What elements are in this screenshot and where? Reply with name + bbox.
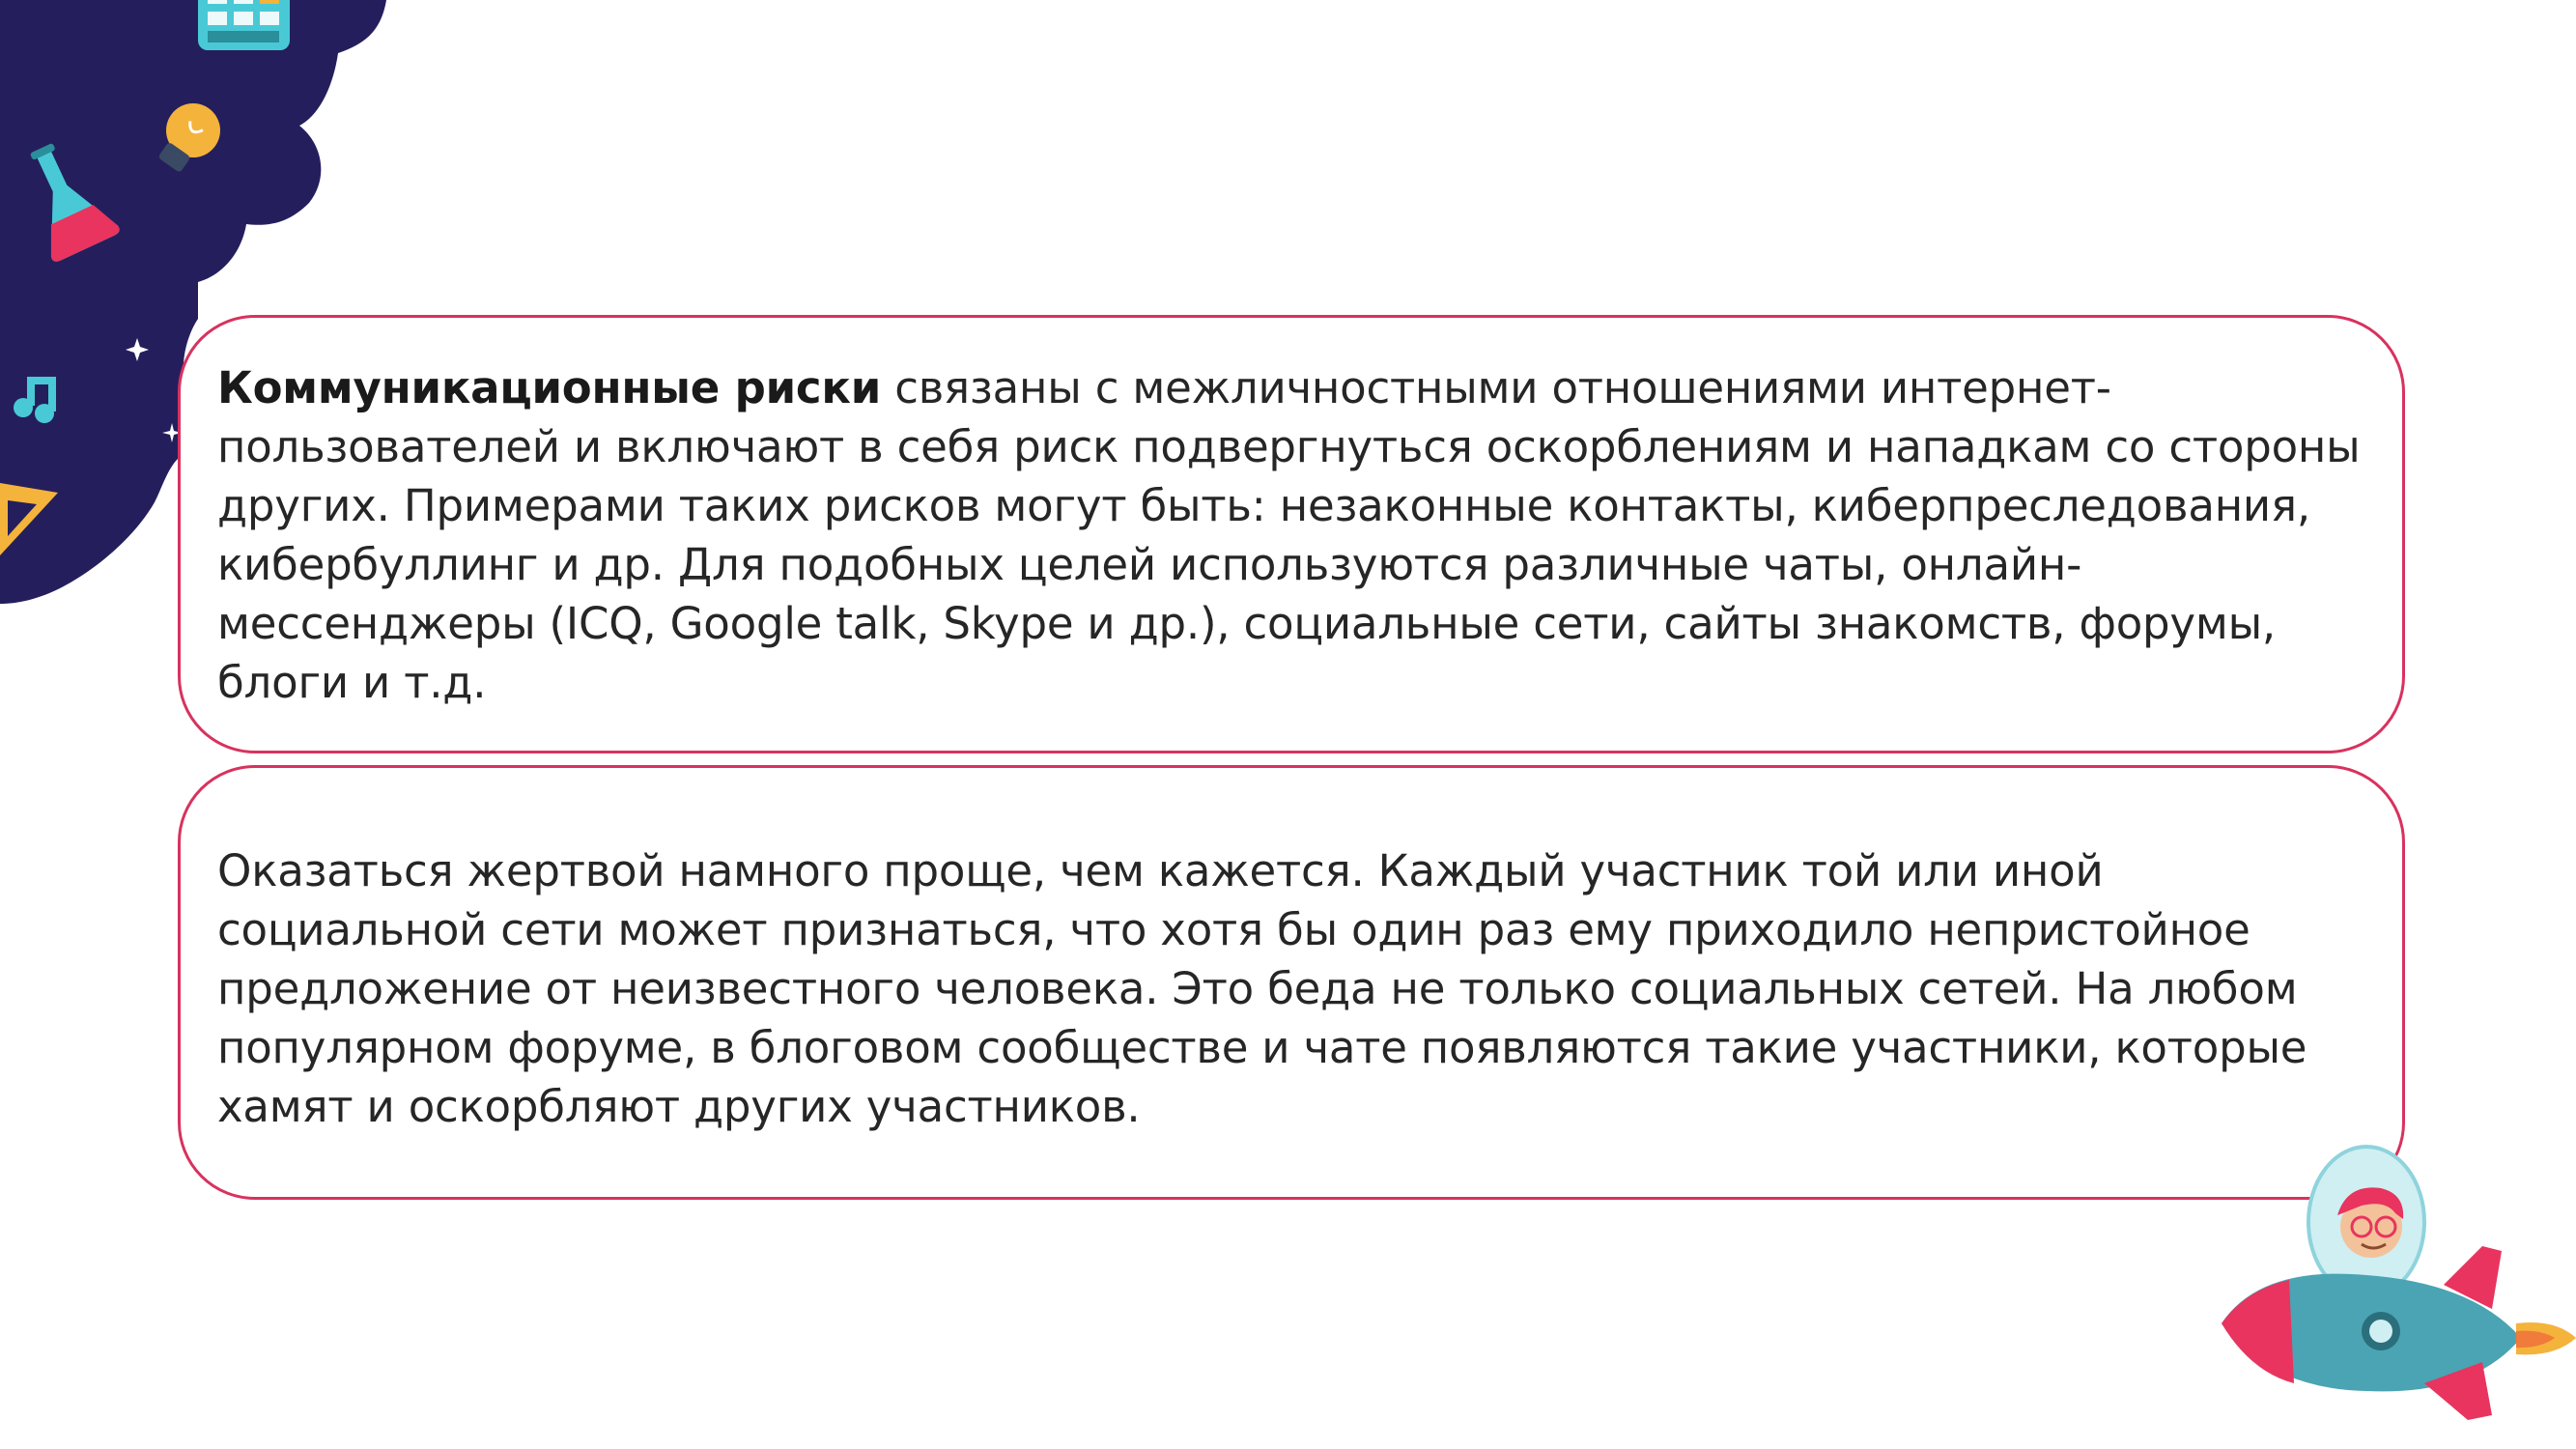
text-box-communication-risks — [178, 315, 2405, 753]
box-1-lead-bold: Коммуникационные риски — [217, 362, 882, 413]
box-2-paragraph: Оказаться жертвой намного проще, чем кажется. Каждый участник той или иной социальной сети может признаться, что хотя бы один раз ему приходило непристойное предложение от неизвестного человека. Это беда не только социальных сетей. На любом популярном форуме, в блоговом сообществе и чате появляются такие участники, которые хамят и оскорбляют других участников. — [217, 845, 2307, 1132]
text-box-victim — [178, 765, 2405, 1200]
box-1-text: связаны с межличностными отношениями интернет-пользователей и включают в себя риск подвергнуться оскорблениям и нападкам со стороны других. Примерами таких рисков могут быть: незаконные контакты, киберпреследования, кибербуллинг и др. Для подобных целей используются различные чаты, онлайн-мессенджеры (ICQ, Google talk, Skype и др.), социальные сети, сайты знакомств, форумы, блоги и т.д. — [217, 362, 2361, 708]
box-1-paragraph — [217, 358, 2364, 712]
rocket-boy-illustration — [2202, 1130, 2576, 1449]
calculator-icon — [198, 0, 290, 50]
